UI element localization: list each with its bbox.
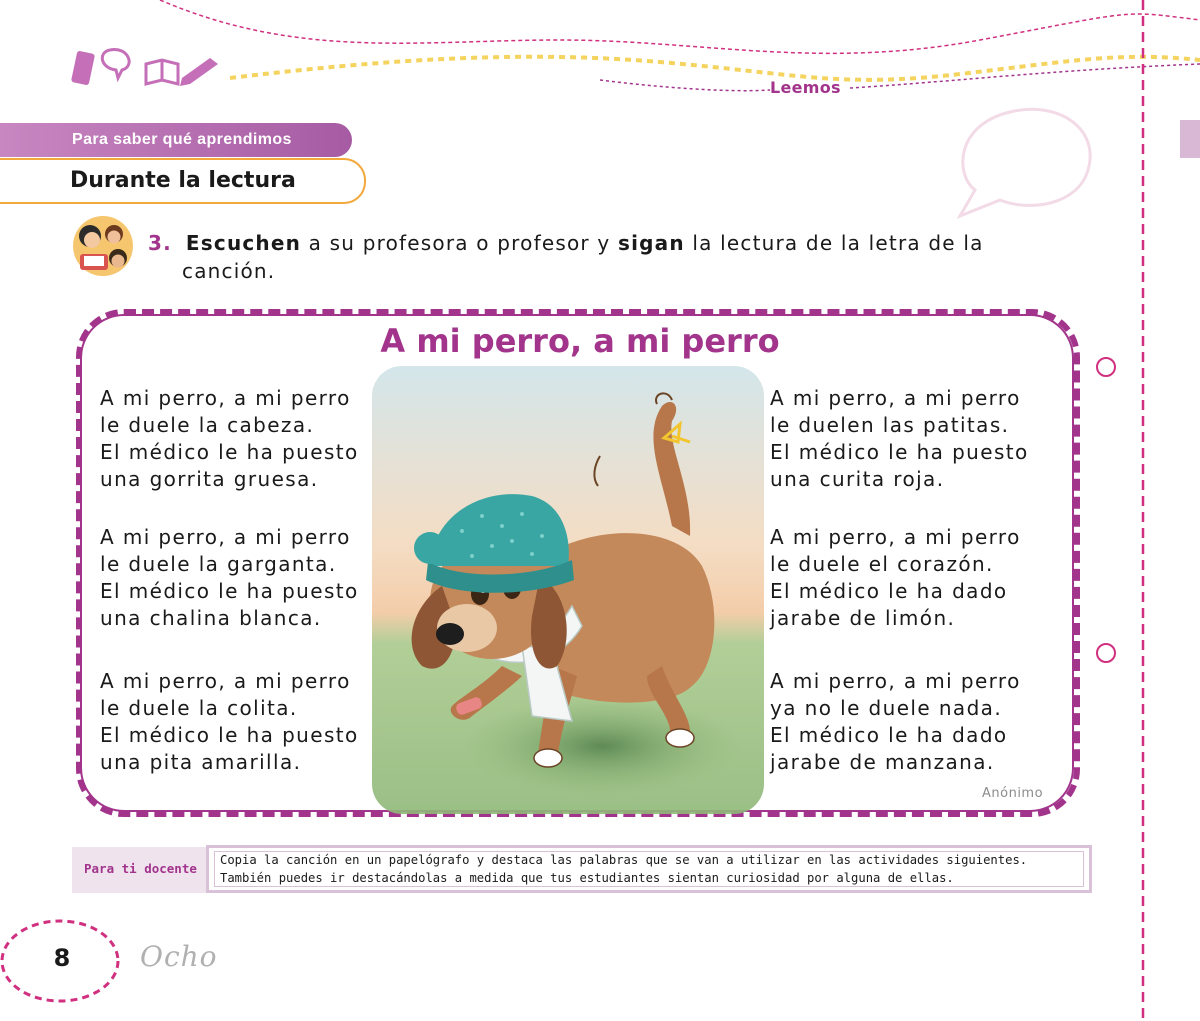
header-icons [70, 44, 230, 94]
song-line: A mi perro, a mi perro [100, 669, 351, 693]
song-line: le duele la garganta. [100, 552, 337, 576]
section-name: Leemos [770, 78, 841, 97]
speech-bubble-icon [102, 49, 129, 78]
song-line: le duele la cabeza. [100, 413, 315, 437]
open-book-icon [146, 60, 178, 84]
tablet-icon [71, 50, 95, 85]
song-line: El médico le ha dado [770, 579, 1008, 603]
song-line: jarabe de limón. [770, 606, 956, 630]
stanza-left-2 [100, 524, 359, 632]
section-title-pill [0, 158, 366, 204]
section-label: Para saber qué aprendimos [72, 131, 292, 148]
stanza-left-1 [100, 385, 359, 493]
song-title: A mi perro, a mi perro [380, 322, 780, 360]
stanza-right-2 [770, 524, 1021, 632]
teacher-note-line: Copia la canción en un papelógrafo y destaca las palabras que se van a utilizar en las actividades siguientes. [220, 853, 1028, 867]
instruction-text: a su profesora o profesor y [301, 231, 618, 255]
page-number: 8 [53, 944, 71, 972]
song-line: El médico le ha puesto [100, 579, 359, 603]
song-line: A mi perro, a mi perro [770, 669, 1021, 693]
song-line: El médico le ha puesto [770, 440, 1029, 464]
song-line: A mi perro, a mi perro [770, 386, 1021, 410]
song-line: El médico le ha dado [770, 723, 1008, 747]
song-line: El médico le ha puesto [100, 440, 359, 464]
page-edge-tab [1180, 120, 1200, 158]
binder-ring [1096, 357, 1116, 377]
song-line: una pita amarilla. [100, 750, 302, 774]
activity-number: 3. [148, 231, 172, 255]
group-work-icon [70, 214, 136, 278]
song-line: jarabe de manzana. [770, 750, 995, 774]
teacher-note-line: También puedes ir destacándolas a medida que tus estudiantes sientan curiosidad por alguna de ellas. [220, 871, 954, 885]
stanza-left-3 [100, 668, 359, 776]
instruction-verb-follow: sigan [617, 231, 685, 255]
song-line: A mi perro, a mi perro [770, 525, 1021, 549]
page-number-word: Ocho [140, 940, 218, 973]
section-title: Durante la lectura [70, 168, 296, 193]
section-label-pill [0, 123, 352, 157]
song-line: una gorrita gruesa. [100, 467, 319, 491]
instruction-line-2: canción. [182, 259, 276, 283]
pencil-icon [180, 58, 218, 86]
teacher-note-label-box [72, 847, 206, 893]
binder-ring [1096, 643, 1116, 663]
song-line: A mi perro, a mi perro [100, 525, 351, 549]
song-author: Anónimo [982, 786, 1044, 801]
song-line: ya no le duele nada. [770, 696, 1003, 720]
song-line: le duele la colita. [100, 696, 298, 720]
instruction-text: la lectura de la letra de la [684, 231, 984, 255]
activity-instruction [148, 229, 1068, 285]
stanza-right-3 [770, 668, 1021, 776]
stanza-right-1 [770, 385, 1029, 493]
dog-illustration [372, 366, 764, 814]
song-line: A mi perro, a mi perro [100, 386, 351, 410]
song-line: una curita roja. [770, 467, 945, 491]
teacher-note-text [220, 851, 1027, 887]
song-line: le duelen las patitas. [770, 413, 1010, 437]
song-line: le duele el corazón. [770, 552, 994, 576]
song-line: El médico le ha puesto [100, 723, 359, 747]
teacher-note-label: Para ti docente [84, 861, 197, 876]
instruction-verb-listen: Escuchen [185, 231, 302, 255]
song-line: una chalina blanca. [100, 606, 322, 630]
